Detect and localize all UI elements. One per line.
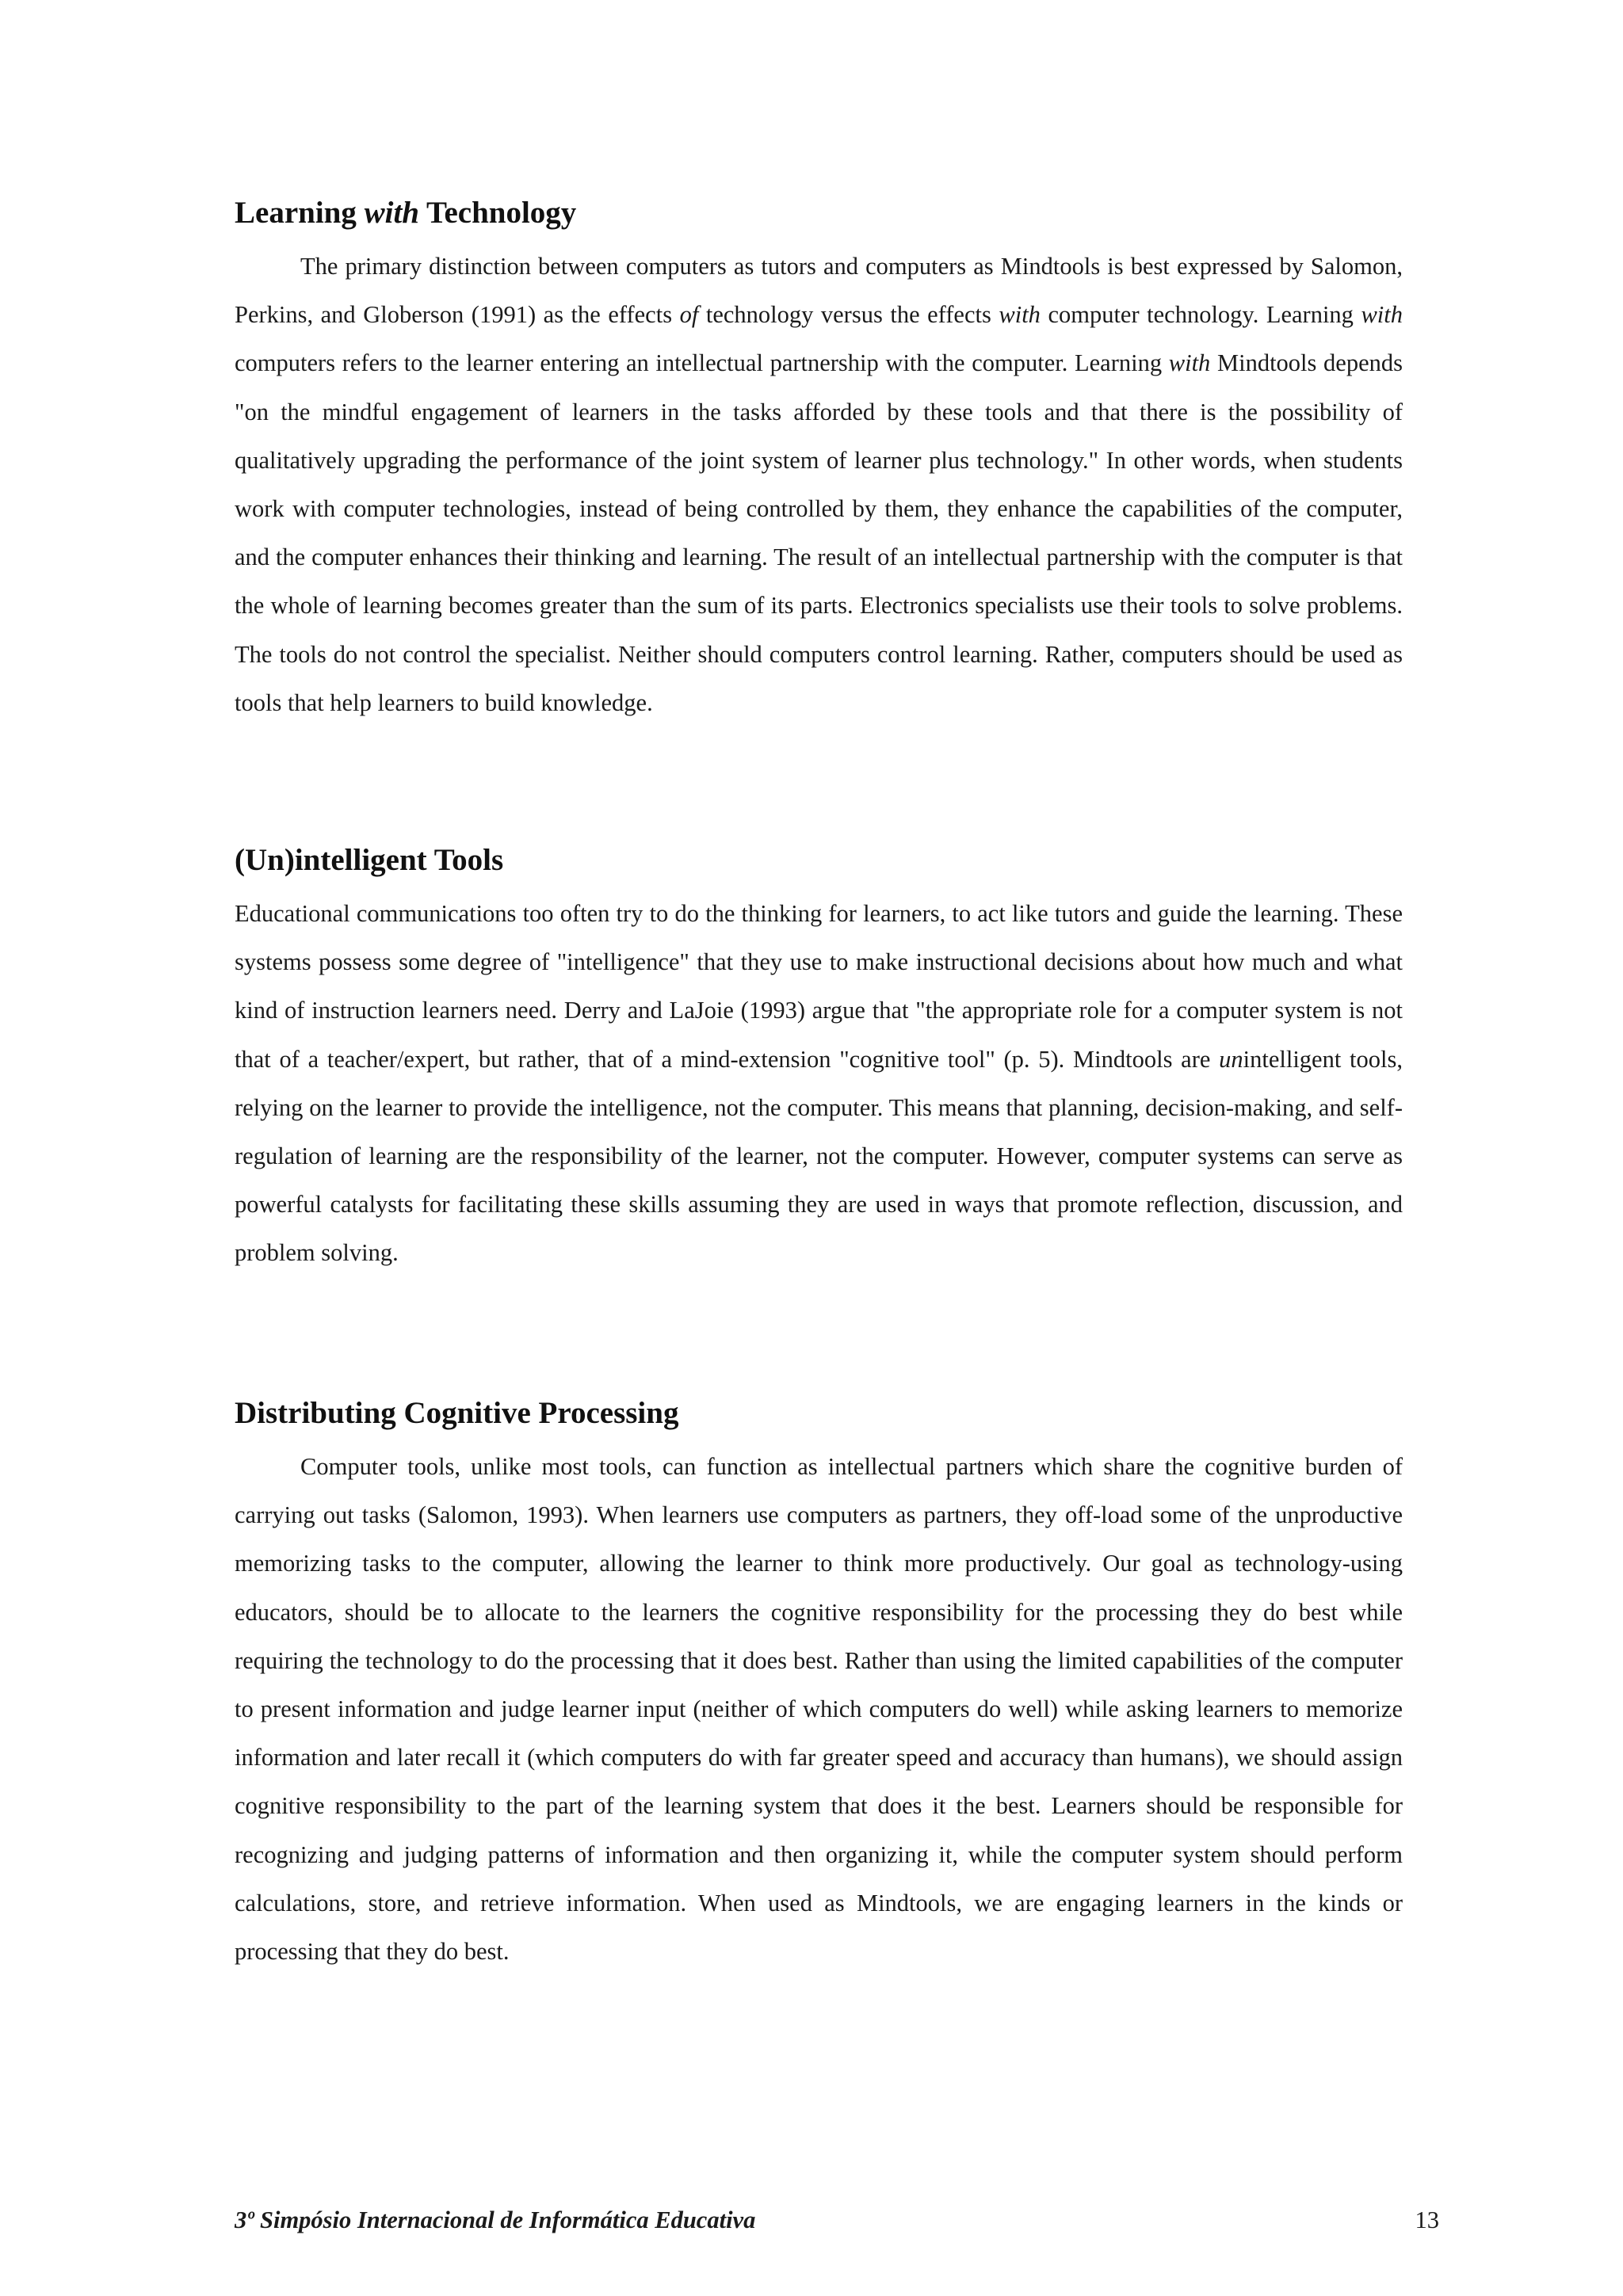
- emphasis: un: [1219, 1045, 1243, 1073]
- page-footer: [235, 2204, 1439, 2236]
- heading-text: Technology: [418, 196, 577, 230]
- page-number: 13: [1415, 2206, 1439, 2233]
- section-paragraph: [235, 242, 1403, 727]
- heading-text: Learning: [235, 196, 365, 230]
- heading-emphasis: with: [364, 196, 419, 230]
- emphasis: with: [1168, 349, 1211, 377]
- emphasis: with: [1361, 301, 1403, 329]
- section-learning-with-technology: [235, 195, 1403, 727]
- section-heading: (Un)intelligent Tools: [235, 843, 504, 877]
- section-heading: Distributing Cognitive Processing: [235, 1396, 679, 1430]
- paragraph-text: The primary distinction between computers as tutors and computers as Mindtools is best expressed by Salomon, Perkins, and Globerson (1991) as the effects: [235, 253, 1403, 329]
- paragraph-text: Educational communications too often try to do the thinking for learners, to act like tutors and guide the learning. These systems possess some degree of "intelligence" that they use to make instructional decisions about how much and what kind of instruction learners need. Derry and LaJoie (1993) argue that "the appropriate role for a computer system is not that of a teacher/expert, but rather, that of a mind-extension "cognitive tool" (p. 5). Mindtools are: [235, 900, 1403, 1073]
- emphasis: with: [999, 301, 1041, 329]
- paragraph-text: intelligent tools, relying on the learner to provide the intelligence, not the computer. This means that planning, decision-making, and self-regulation of learning are the responsibility of the learner, not the computer. However, computer systems can serve as powerful catalysts for facilitating these skills assuming they are used in ways that promote reflection, discussion, and problem solving.: [235, 1045, 1403, 1267]
- paragraph-text: Mindtools depends "on the mindful engagement of learners in the tasks afforded by these tools and that there is the possibility of qualitatively upgrading the performance of the joint system of learner plus technology." In other words, when students work with computer technologies, instead of being controlled by them, they enhance the capabilities of the computer, and the computer enhances their thinking and learning. The result of an intellectual partnership with the computer is that the whole of learning becomes greater than the sum of its parts. Electronics specialists use their tools to solve problems. The tools do not control the specialist. Neither should computers control learning. Rather, computers should be used as tools that help learners to build knowledge.: [235, 349, 1403, 716]
- section-unintelligent-tools: [235, 842, 1403, 1278]
- emphasis: of: [679, 301, 699, 329]
- paragraph-text: computers refers to the learner entering an intellectual partnership with the computer. Learning: [235, 349, 1169, 377]
- section-heading: [235, 195, 1403, 231]
- section-paragraph: [235, 890, 1403, 1278]
- paragraph-text: technology versus the effects: [698, 301, 999, 329]
- section-distributing-cognitive-processing: [235, 1395, 1403, 1976]
- section-paragraph: [235, 1443, 1403, 1976]
- footer-title: 3º Simpósio Internacional de Informática Educativa: [235, 2206, 756, 2233]
- paragraph-text: computer technology. Learning: [1040, 301, 1361, 329]
- paragraph-text: Computer tools, unlike most tools, can function as intellectual partners which share the cognitive burden of carrying out tasks (Salomon, 1993). When learners use computers as partners, they off-load some of the unproductive memorizing tasks to the computer, allowing the learner to think more productively. Our goal as technology-using educators, should be to allocate to the learners the cognitive responsibility for the processing they do best while requiring the technology to do the processing that it does best. Rather than using the limited capabilities of the computer to present information and judge learner input (neither of which computers do well) while asking learners to memorize information and later recall it (which computers do with far greater speed and accuracy than humans), we should assign cognitive responsibility to the part of the learning system that does it the best. Learners should be responsible for recognizing and judging patterns of information and then organizing it, while the computer system should perform calculations, store, and retrieve information. When used as Mindtools, we are engaging learners in the kinds or processing that they do best.: [235, 1453, 1403, 1966]
